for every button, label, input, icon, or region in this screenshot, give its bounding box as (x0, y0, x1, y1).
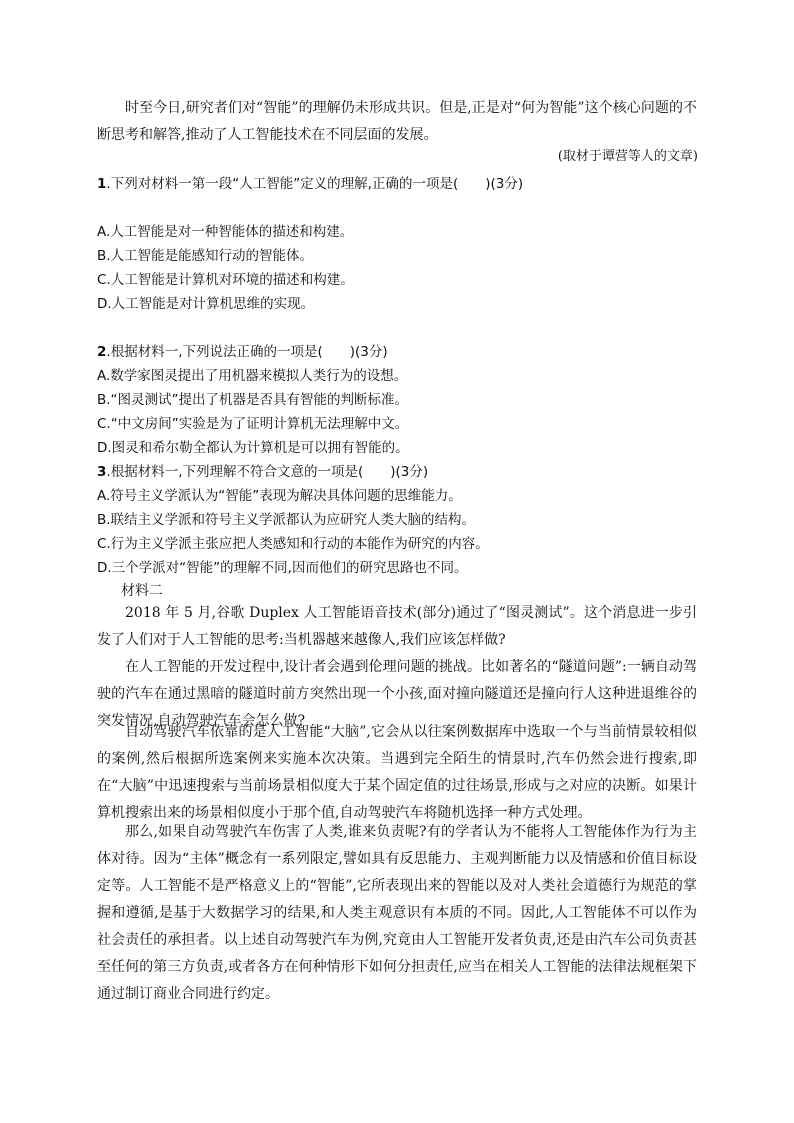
question-1-number: 1 (97, 176, 107, 192)
material-two-paragraph-2: 在人工智能的开发过程中,设计者会遇到伦理问题的挑战。比如著名的“隧道问题”:一辆自动驾驶的汽车在通过黑暗的隧道时前方突然出现一个小孩,面对撞向隧道还是撞向行人这种进退维谷的突发情况,自动驾驶汽车会怎么做? (97, 659, 697, 729)
question-2-number: 2 (97, 344, 107, 360)
q3-option-d: D.三个学派对“智能”的理解不同,因而他们的研究思路也不同。 (97, 560, 468, 576)
question-3-stem: .根据材料一,下列理解不符合文意的一项是( )(3分) (106, 464, 429, 480)
question-3-number: 3 (97, 464, 107, 480)
q2-option-a: A.数学家图灵提出了用机器来模拟人类行为的设想。 (97, 368, 408, 384)
q3-option-a: A.符号主义学派认为“智能”表现为解决具体问题的思维能力。 (97, 488, 462, 504)
q2-option-b: B.“图灵测试”提出了机器是否具有智能的判断标准。 (97, 392, 409, 408)
material-two-paragraph-3: 自动驾驶汽车依靠的是人工智能“大脑”,它会从以往案例数据库中选取一个与当前情景较相似的案例,然后根据所选案例来实施本次决策。当遇到完全陌生的情景时,汽车仍然会进行搜索,即在“大脑”中迅速搜索与当前场景相似度大于某个固定值的过往场景,形成与之对应的决断。如果计算机搜索出来的场景相似度小于那个值,自动驾驶汽车将随机选择一种方式处理。 (97, 724, 697, 821)
q3-option-c: C.行为主义学派主张应把人类感知和行动的本能作为研究的内容。 (97, 536, 489, 552)
q1-option-b: B.人工智能是能感知行动的智能体。 (97, 248, 314, 264)
material-two-heading: 材料二 (121, 583, 163, 599)
q1-option-a: A.人工智能是对一种智能体的描述和构建。 (97, 224, 354, 240)
q1-option-d: D.人工智能是对计算机思维的实现。 (97, 296, 315, 312)
question-3 (97, 460, 697, 480)
q1-option-c: C.人工智能是计算机对环境的描述和构建。 (97, 272, 354, 288)
material-two-paragraph-1: 2018 年 5 月,谷歌 Duplex 人工智能语音技术(部分)通过了“图灵测试”。这个消息进一步引发了人们对于人工智能的思考:当机器越来越像人,我们应该怎样做? (97, 605, 697, 648)
source-note: (取材于谭营等人的文章) (557, 149, 698, 164)
intro-paragraph: 时至今日,研究者们对“智能”的理解仍未形成共识。但是,正是对“何为智能”这个核心问题的不断思考和解答,推动了人工智能技术在不同层面的发展。 (97, 100, 697, 143)
q2-option-c: C.“中文房间”实验是为了证明计算机无法理解中文。 (97, 416, 409, 432)
question-2 (97, 340, 697, 360)
question-1 (97, 172, 697, 192)
question-2-stem: .根据材料一,下列说法正确的一项是( )(3分) (106, 344, 388, 360)
question-1-stem: .下列对材料一第一段“人工智能”定义的理解,正确的一项是( )(3分) (106, 176, 524, 192)
q3-option-b: B.联结主义学派和符号主义学派都认为应研究人类大脑的结构。 (97, 512, 476, 528)
material-two-paragraph-4: 那么,如果自动驾驶汽车伤害了人类,谁来负责呢?有的学者认为不能将人工智能体作为行为主体对待。因为“主体”概念有一系列限定,譬如具有反思能力、主观判断能力以及情感和价值目标设定等。人工智能不是严格意义上的“智能”,它所表现出来的智能以及对人类社会道德行为规范的掌握和遵循,是基于大数据学习的结果,和人类主观意识有本质的不同。因此,人工智能体不可以作为社会责任的承担者。以上述自动驾驶汽车为例,究竟由人工智能开发者负责,还是由汽车公司负责甚至任何的第三方负责,或者各方在何种情形下如何分担责任,应当在相关人工智能的法律法规框架下通过制订商业合同进行约定。 (97, 824, 697, 1002)
q2-option-d: D.图灵和希尔勒全都认为计算机是可以拥有智能的。 (97, 440, 409, 456)
